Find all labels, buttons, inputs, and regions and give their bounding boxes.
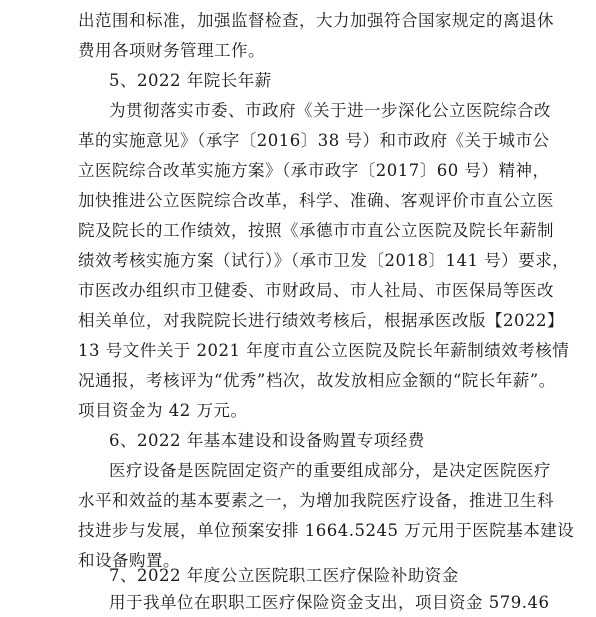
section-heading-5: 5、2022 年院长年薪 [109,71,272,90]
paragraph-first-line: 用于我单位在职职工医疗保险资金支出，项目资金 579.46 [109,593,550,612]
paragraph-first-line: 医疗设备是医院固定资产的重要组成部分，是决定医院医疗 [109,461,551,480]
body-line: 加快推进公立医院综合改革，科学、准确、客观评价市直公立医 [78,191,554,210]
body-line: 立医院综合改革实施方案》（承市政字〔2017〕60 号）精神， [78,161,550,180]
body-line: 绩效考核实施方案（试行）》（承市卫发〔2018〕141 号）要求， [78,251,570,270]
body-line: 13 号文件关于 2021 年度市直公立医院及院长年薪制绩效考核情 [78,341,570,360]
body-line: 况通报，考核评为“优秀”档次，故发放相应金额的“院长年薪”。 [78,371,556,390]
section-heading-7: 7、2022 年度公立医院职工医疗保险补助资金 [109,566,459,585]
body-line: 水平和效益的基本要素之一，为增加我院医疗设备，推进卫生科 [78,491,554,510]
body-line: 技进步与发展，单位预案安排 1664.5245 万元用于医院基本建设 [78,521,575,540]
body-line: 和设备购置。 [78,551,180,570]
paragraph-first-line: 为贯彻落实市委、市政府《关于进一步深化公立医院综合改 [109,101,551,120]
body-line: 费用各项财务管理工作。 [78,41,265,60]
section-heading-6: 6、2022 年基本建设和设备购置专项经费 [109,431,425,450]
body-line: 相关单位，对我院院长进行绩效考核后，根据承医改版【2022】 [78,311,564,330]
body-line: 出范围和标准，加强监督检查，大力加强符合国家规定的离退休 [78,11,554,30]
body-line: 项目资金为 42 万元。 [78,401,248,420]
body-line: 院及院长的工作绩效，按照《承德市市直公立医院及院长年薪制 [78,221,554,240]
body-line: 革的实施意见》（承字〔2016〕38 号）和市政府《关于城市公 [78,131,550,150]
body-line: 市医改办组织市卫健委、市财政局、市人社局、市医保局等医改 [78,281,554,300]
